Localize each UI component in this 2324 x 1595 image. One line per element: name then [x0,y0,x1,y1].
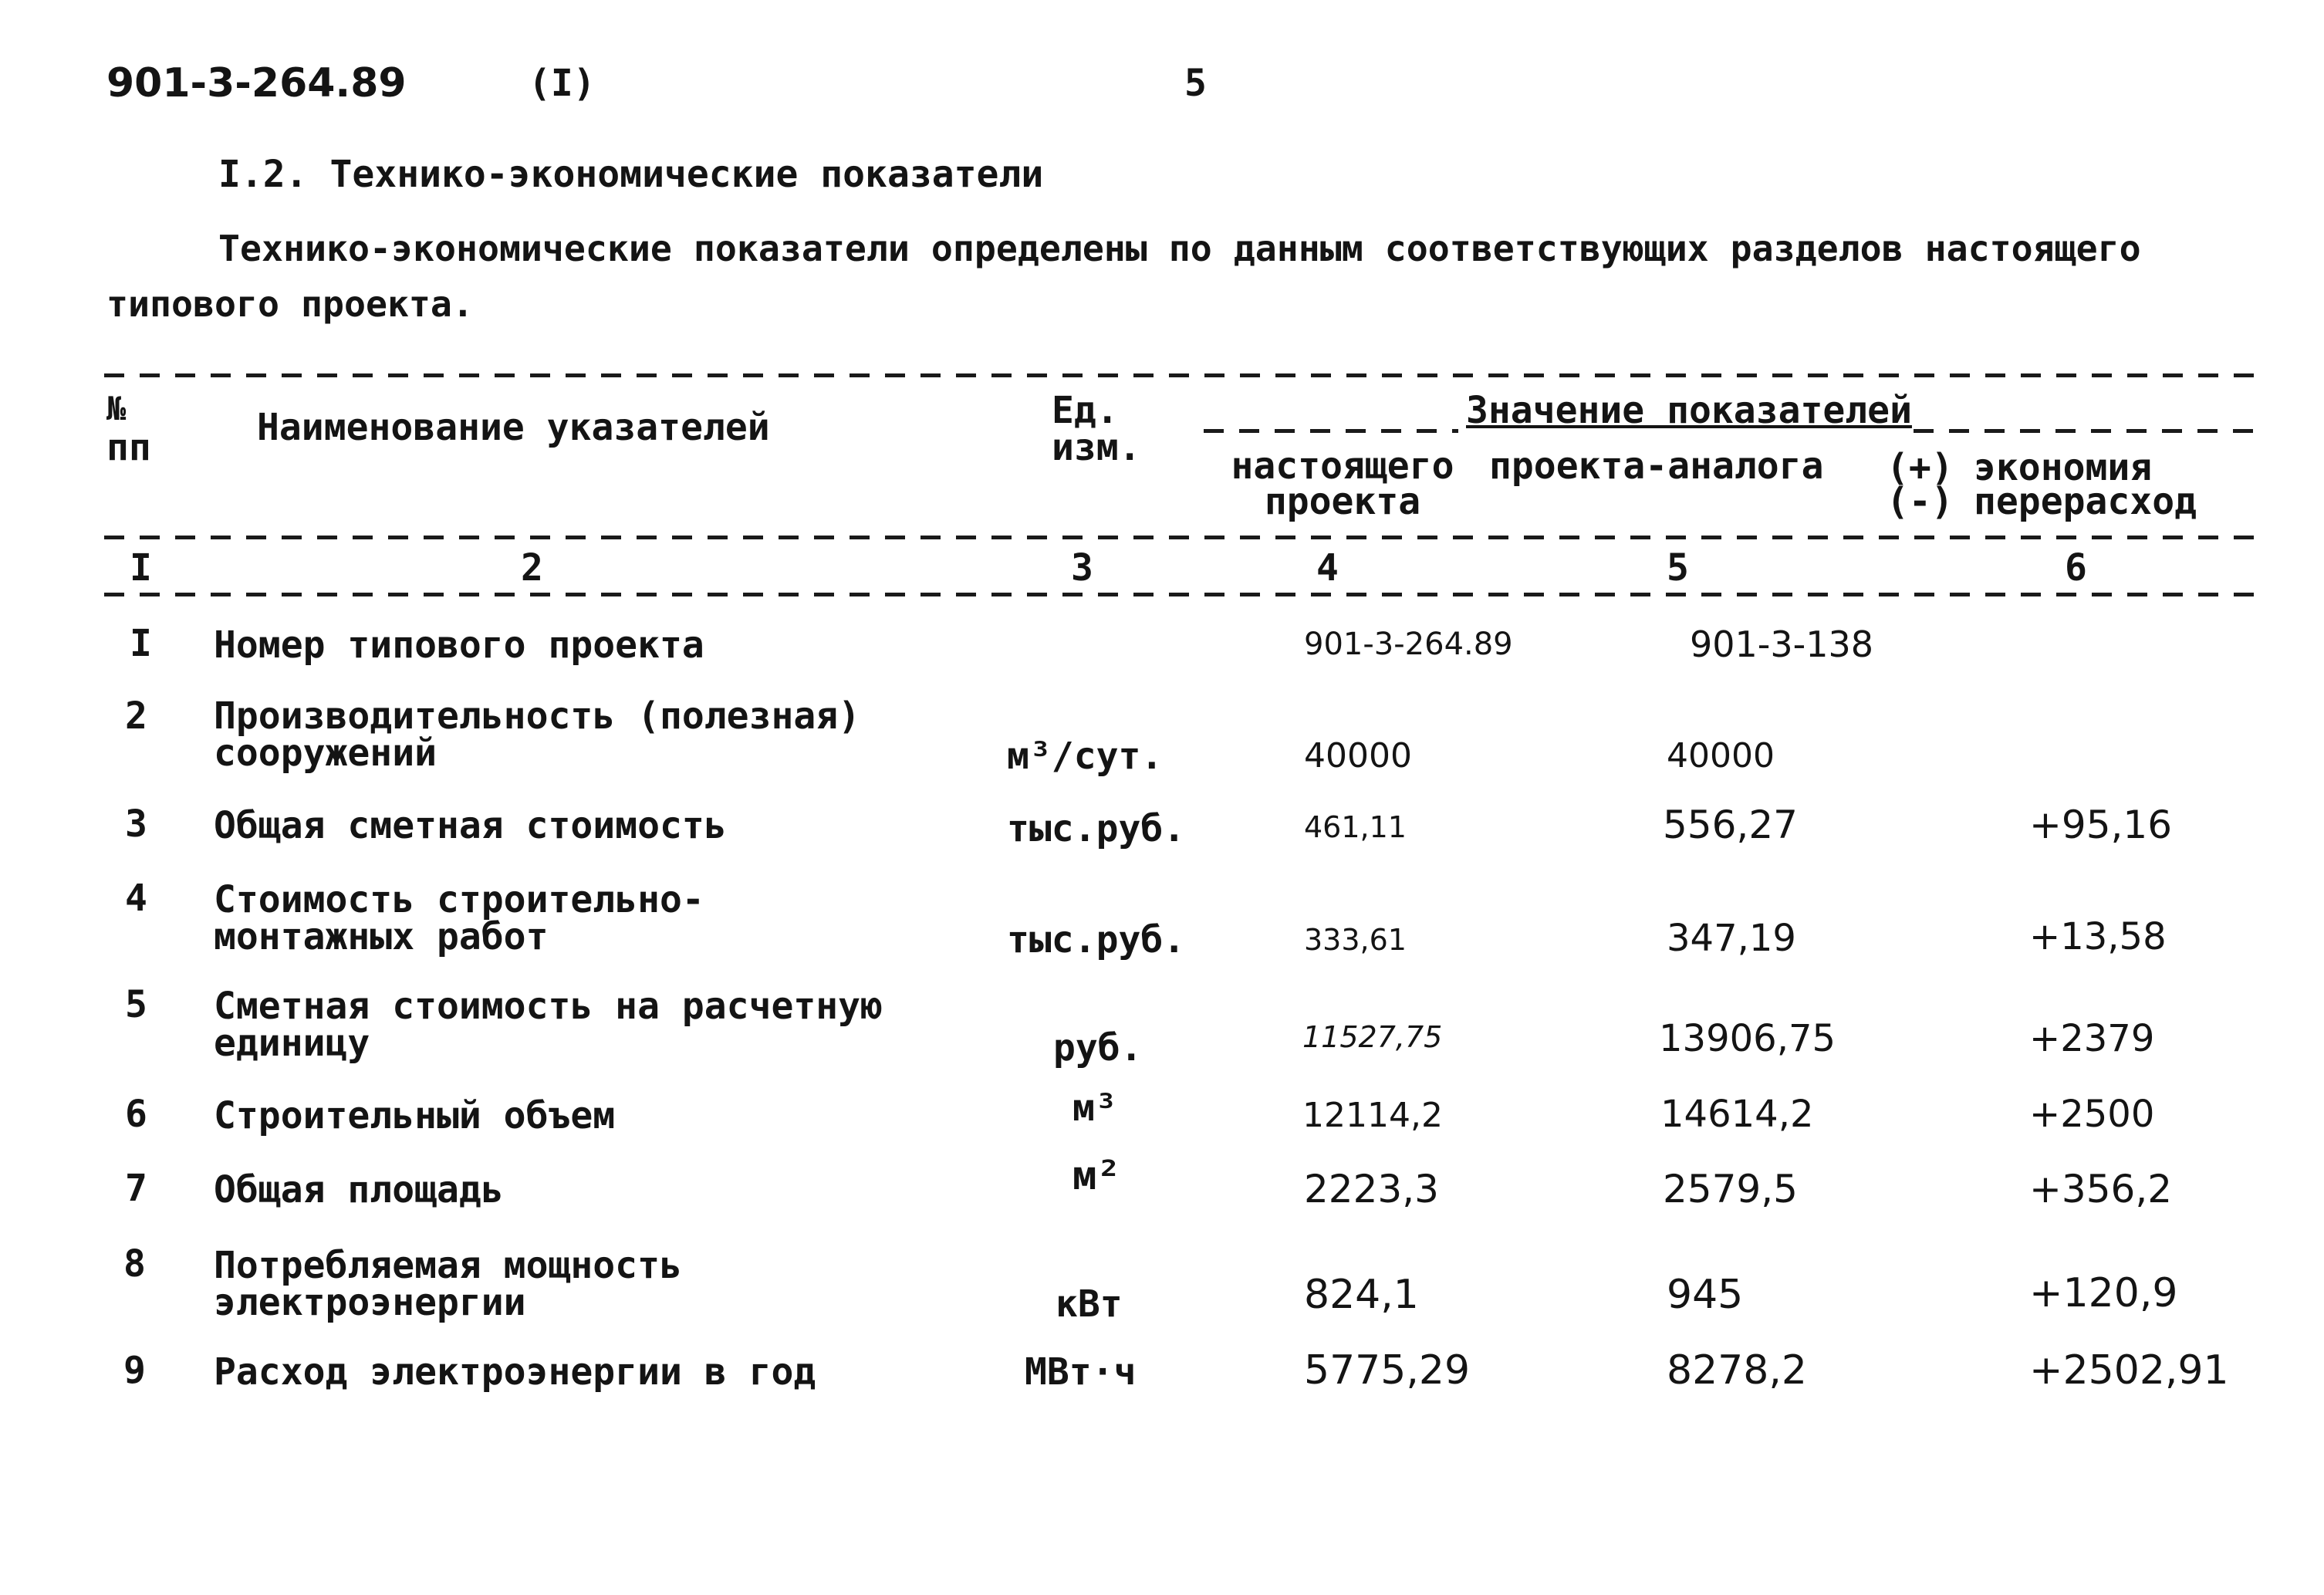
indicator-name: Общая площадь [214,1168,504,1211]
difference-value: +95,16 [2029,803,2173,847]
row-number: 5 [125,983,147,1026]
analog-project-value: 347,19 [1667,917,1796,960]
analog-project-value: 556,27 [1663,803,1798,847]
analog-project-value: 945 [1667,1272,1744,1318]
indicator-name: Строительный объем [214,1094,616,1137]
column-number-6: 6 [2065,546,2087,590]
indicator-name: Сметная стоимость на расчетную [214,985,883,1028]
unit: тыс.руб. [1007,918,1186,961]
indicator-name-cont: монтажных работ [214,915,549,958]
difference-value: +13,58 [2029,915,2167,958]
indicator-name: Стоимость строительно- [214,878,704,921]
current-project-value: 461,11 [1304,810,1407,844]
intro-line-1: Технико-экономические показатели определены по данным соответствующих разделов настоящего [218,228,2141,269]
current-project-value: 824,1 [1304,1272,1419,1318]
difference-value: +2502,91 [2029,1347,2229,1394]
header-current-project-line-1: настоящего [1231,444,1454,488]
row-number: 2 [125,694,147,738]
column-number-3: 3 [1071,546,1093,590]
row-number: 4 [125,877,147,920]
header-number-pp: пп [106,426,151,469]
column-numbers-rule [104,593,2257,596]
header-bottom-rule [104,536,2257,539]
column-number-1: I [130,546,152,590]
unit: кВт [1056,1282,1123,1326]
indicator-name: Номер типового проекта [214,623,704,667]
row-number: 6 [125,1093,147,1136]
document-code: 901-3-264.89 [106,60,407,106]
analog-project-value: 14614,2 [1660,1093,1814,1136]
analog-project-value: 901-3-138 [1690,623,1874,665]
analog-project-value: 40000 [1667,736,1775,776]
column-number-5: 5 [1667,546,1689,590]
row-number: 3 [125,803,147,846]
difference-value: +356,2 [2029,1167,2173,1211]
indicator-name: Расход электроэнергии в год [214,1350,816,1394]
unit: м³ [1072,1086,1117,1130]
header-overspend: перерасход [1974,480,2197,523]
header-values-group: Значение показателей [1466,389,1912,432]
values-group-rule-right [1914,429,2257,433]
indicator-name: Потребляемая мощность [214,1244,682,1287]
row-number: 7 [125,1167,147,1210]
header-sign-plus: (+) [1887,446,1954,489]
table-top-rule [104,373,2257,377]
difference-value: +120,9 [2029,1270,2178,1316]
current-project-value: 12114,2 [1302,1096,1443,1135]
row-number: I [130,622,152,665]
indicator-name: Производительность (полезная) [214,694,861,738]
section-title: I.2. Технико-экономические показатели [218,153,1044,196]
page-number: 5 [1184,62,1207,105]
values-group-rule-left [1204,429,1458,433]
indicator-name-cont: электроэнергии [214,1281,526,1324]
header-indicator-name: Наименование указателей [257,406,770,449]
analog-project-value: 2579,5 [1663,1167,1798,1211]
header-current-project-line-2: проекта [1264,480,1421,523]
header-number-mark: № [106,390,127,427]
current-project-value: 333,61 [1304,923,1407,957]
header-analog-project: проекта-аналога [1489,444,1824,488]
current-project-value: 40000 [1304,736,1412,776]
indicator-name: Общая сметная стоимость [214,804,727,847]
analog-project-value: 8278,2 [1667,1347,1807,1394]
analog-project-value: 13906,75 [1659,1017,1836,1060]
current-project-value: 2223,3 [1304,1167,1439,1211]
header-economy: экономия [1974,446,2153,489]
unit: м² [1072,1153,1121,1199]
header-unit-line-2: изм. [1052,426,1141,469]
current-project-value: 5775,29 [1304,1347,1471,1394]
current-project-value: 11527,75 [1302,1020,1443,1054]
header-unit-line-1: Ед. [1052,389,1119,432]
header-sign-minus: (-) [1887,480,1954,523]
unit: тыс.руб. [1007,807,1186,850]
row-number: 8 [123,1242,146,1286]
indicator-name-cont: единицу [214,1022,370,1065]
difference-value: +2500 [2029,1093,2155,1136]
column-number-2: 2 [521,546,543,590]
row-number: 9 [123,1349,146,1392]
unit: руб. [1053,1026,1143,1070]
document-part: (I) [529,62,596,105]
unit: МВт·ч [1025,1350,1137,1394]
unit: м³/сут. [1007,735,1164,778]
intro-line-2: типового проекта. [106,283,474,325]
indicator-name-cont: сооружений [214,732,437,775]
difference-value: +2379 [2029,1017,2155,1060]
column-number-4: 4 [1316,546,1339,590]
current-project-value: 901-3-264.89 [1304,627,1513,662]
